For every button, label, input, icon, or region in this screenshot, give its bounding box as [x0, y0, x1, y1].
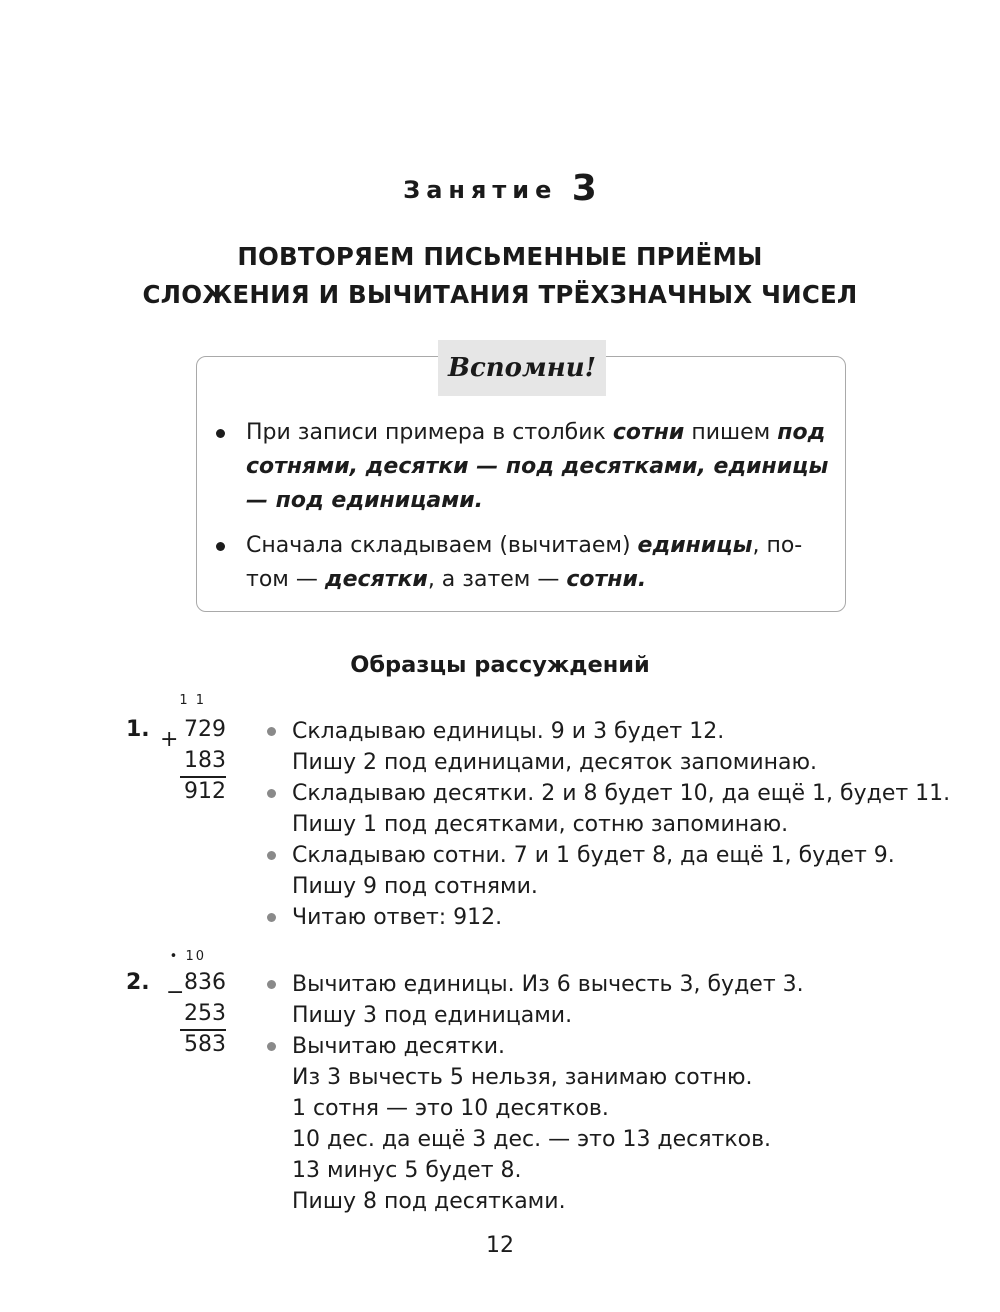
rule-emphasis: десятки	[324, 567, 428, 592]
step-line: 13 минус 5 будет 8.	[292, 1158, 522, 1183]
step-line: 10 дес. да ещё 3 дес. — это 13 десятков.	[292, 1127, 772, 1152]
example-2-steps	[266, 969, 966, 1217]
plus-operator: +	[160, 727, 179, 752]
subtrahend: 253	[184, 1001, 226, 1026]
step-line: Складываю десятки. 2 и 8 будет 10, да ещё 1, будет 11.	[266, 778, 966, 809]
sum-result: 912	[184, 779, 226, 804]
step-line: Пишу 9 под сотнями.	[292, 874, 538, 899]
step-line: Пишу 1 под десятками, сотню запоминаю.	[292, 812, 789, 837]
example-2-number: 2.	[126, 970, 150, 995]
rule-emphasis: сотни	[612, 420, 685, 445]
difference-line	[180, 1029, 226, 1031]
rule-emphasis: под сотнями, десятки — под десятками, единицы — под единицами.	[246, 420, 829, 513]
rule-item	[216, 416, 832, 518]
remember-list	[216, 416, 832, 608]
step-line: Вычитаю десятки.	[266, 1031, 966, 1062]
topic-line-1: ПОВТОРЯЕМ ПИСЬМЕННЫЕ ПРИЁМЫ	[237, 242, 763, 271]
rule-emphasis: единицы	[637, 533, 753, 558]
addend-top: 729	[184, 717, 226, 742]
page-number: 12	[486, 1233, 514, 1258]
rule-text: , а затем —	[427, 567, 567, 592]
samples-heading: Образцы рассуждений	[350, 652, 650, 678]
sum-line	[180, 776, 226, 778]
step-line: Вычитаю единицы. Из 6 вычесть 3, будет 3.	[266, 969, 966, 1000]
lesson-number: 3	[571, 168, 597, 209]
lesson-title	[0, 168, 1000, 209]
step-line: Складываю единицы. 9 и 3 будет 12.	[266, 716, 966, 747]
minus-operator: −	[166, 980, 185, 1005]
step-line: Из 3 вычесть 5 нельзя, занимаю сотню.	[292, 1065, 753, 1090]
topic-line-2: СЛОЖЕНИЯ И ВЫЧИТАНИЯ ТРЁХЗНАЧНЫХ ЧИСЕЛ	[142, 280, 858, 309]
step-line: Пишу 3 под единицами.	[292, 1003, 573, 1028]
step-line: Складываю сотни. 7 и 1 будет 8, да ещё 1, будет 9.	[266, 840, 966, 871]
step-line: Пишу 2 под единицами, десяток запоминаю.	[292, 750, 818, 775]
topic-heading	[0, 238, 1000, 314]
rule-item	[216, 529, 832, 597]
remember-tag: Вспомни!	[438, 340, 606, 396]
borrow-mark: • 10	[169, 949, 206, 964]
rule-emphasis: сотни.	[566, 567, 647, 592]
difference-result: 583	[184, 1032, 226, 1057]
carry-digits: 1 1	[179, 693, 206, 708]
rule-text: Сначала складываем (вычитаем)	[246, 533, 638, 558]
step-line: Читаю ответ: 912.	[266, 902, 966, 933]
example-1-number: 1.	[126, 717, 150, 742]
example-1-steps	[266, 716, 966, 933]
rule-text: , по-том —	[246, 533, 803, 592]
minuend: 836	[184, 970, 226, 995]
rule-text: пишем	[684, 420, 778, 445]
step-line: 1 сотня — это 10 десятков.	[292, 1096, 609, 1121]
rule-text: При записи примера в столбик	[246, 420, 613, 445]
lesson-word: Занятие	[403, 176, 558, 204]
addend-bottom: 183	[184, 748, 226, 773]
step-line: Пишу 8 под десятками.	[292, 1189, 566, 1214]
